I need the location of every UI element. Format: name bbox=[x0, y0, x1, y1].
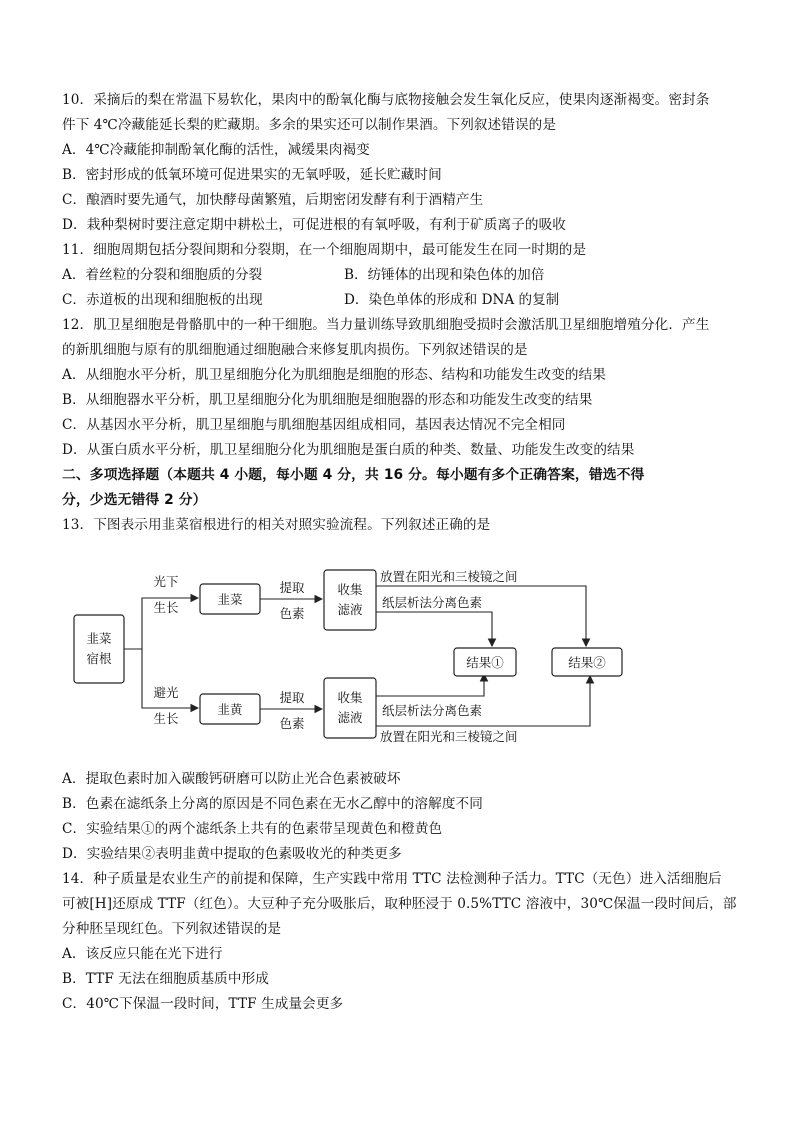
q13-stem: 13．下图表示用韭菜宿根进行的相关对照实验流程。下列叙述正确的是 bbox=[62, 517, 491, 533]
top-prism-label: 放置在阳光和三棱镜之间 bbox=[380, 569, 518, 584]
q14-stem-line2: 可被[H]还原成 TTF（红色）。大豆种子充分吸胀后，取种胚浸于 0.5%TTC 溶液中，30℃保温一段时间后，部 bbox=[62, 896, 737, 912]
bottom-chromatography-arrow bbox=[376, 674, 484, 696]
q12-stem-line2: 的新肌细胞与原有的肌细胞通过细胞融合来修复肌肉损伤。下列叙述错误的是 bbox=[62, 342, 528, 358]
q10-option-a: A．4℃冷藏能抑制酚氧化酶的活性，减缓果肉褐变 bbox=[62, 142, 370, 158]
q13-option-d: D．实验结果②表明韭黄中提取的色素吸收光的种类更多 bbox=[62, 846, 402, 862]
q11-stem: 11．细胞周期包括分裂间期和分裂期，在一个细胞周期中，最可能发生在同一时期的是 bbox=[62, 242, 587, 258]
bottom-prism-label: 放置在阳光和三棱镜之间 bbox=[380, 729, 518, 744]
q11-option-d: D．染色单体的形成和 DNA 的复制 bbox=[344, 292, 560, 308]
q11-option-b: B．纺锤体的出现和染色体的加倍 bbox=[344, 267, 545, 283]
bottom-extract-line2: 色素 bbox=[279, 716, 305, 731]
q12-option-b: B．从细胞器水平分析，肌卫星细胞分化为肌细胞是细胞器的形态和功能发生改变的结果 bbox=[62, 392, 593, 408]
section2-heading-line1: 二、多项选择题（本题共 4 小题，每小题 4 分，共 16 分。每小题有多个正确答案，错选不得 bbox=[62, 467, 645, 483]
q12-option-c: C．从基因水平分析，肌卫星细胞与肌细胞基因组成相同，基因表达情况不完全相同 bbox=[62, 417, 566, 433]
q10-option-d: D．栽种梨树时要注意定期中耕松土，可促进根的有氧呼吸，有利于矿质离子的吸收 bbox=[62, 217, 566, 233]
q11-option-a: A．着丝粒的分裂和细胞质的分裂 bbox=[62, 267, 263, 283]
q14-stem-line3: 分种胚呈现红色。下列叙述错误的是 bbox=[62, 921, 282, 937]
top-collect-box bbox=[324, 570, 376, 630]
q12-option-a: A．从细胞水平分析，肌卫星细胞分化为肌细胞是细胞的形态、结构和功能发生改变的结果 bbox=[62, 367, 606, 383]
result2-label: 结果② bbox=[568, 655, 606, 670]
q14-option-c: C．40℃下保温一段时间，TTF 生成量会更多 bbox=[62, 996, 344, 1012]
bottom-prism-arrow bbox=[376, 676, 590, 726]
root-box bbox=[74, 615, 124, 683]
section2-heading-line2: 分，少选无错得 2 分） bbox=[62, 492, 207, 508]
q10-stem-line2: 件下 4℃冷藏能延长梨的贮藏期。多余的果实还可以制作果酒。下列叙述错误的是 bbox=[62, 117, 557, 133]
q13-option-b: B．色素在滤纸条上分离的原因是不同色素在无水乙醇中的溶解度不同 bbox=[62, 796, 483, 812]
q10-option-c: C．酿酒时要先通气，加快酵母菌繁殖，后期密闭发酵有利于酒精产生 bbox=[62, 192, 484, 208]
top-extract-line1: 提取 bbox=[279, 580, 305, 595]
bottom-extract-line1: 提取 bbox=[279, 690, 305, 705]
q14-option-b: B．TTF 无法在细胞质基质中形成 bbox=[62, 971, 269, 987]
q13-option-a: A．提取色素时加入碳酸钙研磨可以防止光合色素被破坏 bbox=[62, 771, 401, 787]
q14-option-a: A．该反应只能在光下进行 bbox=[62, 946, 223, 962]
bottom-condition-line1: 避光 bbox=[153, 685, 179, 700]
result1-label: 结果① bbox=[466, 655, 504, 670]
bottom-chromatography-label: 纸层析法分离色素 bbox=[382, 703, 483, 718]
bottom-collect-line1: 收集 bbox=[337, 690, 363, 705]
q10-stem-line1: 10．采摘后的梨在常温下易软化，果肉中的酚氧化酶与底物接触会发生氧化反应，使果肉逐渐褐变。密封条 bbox=[62, 92, 710, 108]
root-label-line1: 韭菜 bbox=[86, 631, 112, 646]
experiment-flow-diagram bbox=[70, 560, 750, 760]
bottom-plant-label: 韭黄 bbox=[217, 702, 243, 717]
q12-stem-line1: 12．肌卫星细胞是骨骼肌中的一种干细胞。当力量训练导致肌细胞受损时会激活肌卫星细胞增殖分化．产生 bbox=[62, 317, 710, 333]
top-extract-line2: 色素 bbox=[279, 606, 305, 621]
q14-stem-line1: 14．种子质量是农业生产的前提和保障，生产实践中常用 TTC 法检测种子活力。TTC（无色）进入活细胞后 bbox=[62, 871, 722, 887]
top-chromatography-label: 纸层析法分离色素 bbox=[382, 595, 483, 610]
q13-option-c: C．实验结果①的两个滤纸条上共有的色素带呈现黄色和橙黄色 bbox=[62, 821, 443, 837]
q11-option-c: C．赤道板的出现和细胞板的出现 bbox=[62, 292, 263, 308]
q12-option-d: D．从蛋白质水平分析，肌卫星细胞分化为肌细胞是蛋白质的种类、数量、功能发生改变的结果 bbox=[62, 442, 635, 458]
top-condition-line2: 生长 bbox=[153, 600, 179, 615]
top-condition-line1: 光下 bbox=[153, 574, 179, 589]
top-plant-label: 韭菜 bbox=[217, 592, 243, 607]
top-chromatography-arrow bbox=[376, 612, 492, 646]
q10-option-b: B．密封形成的低氧环境可促进果实的无氧呼吸，延长贮藏时间 bbox=[62, 167, 442, 183]
top-collect-line1: 收集 bbox=[337, 582, 363, 597]
bottom-condition-line2: 生长 bbox=[153, 711, 179, 726]
top-collect-line2: 滤液 bbox=[337, 602, 363, 617]
bottom-collect-line2: 滤液 bbox=[337, 710, 363, 725]
root-label-line2: 宿根 bbox=[86, 651, 112, 666]
bottom-collect-box bbox=[324, 678, 376, 738]
